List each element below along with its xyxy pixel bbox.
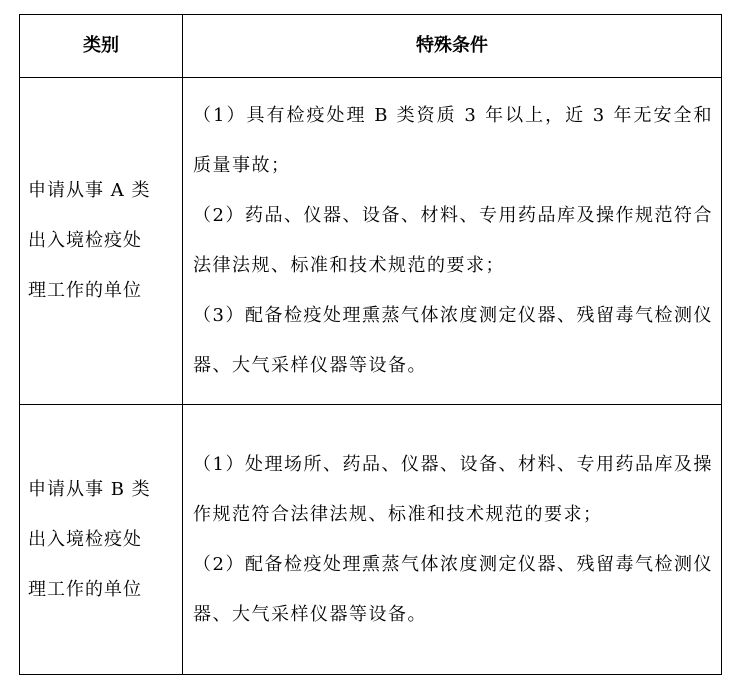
category-line: 申请从事 A 类: [28, 180, 151, 201]
category-cell: [20, 405, 183, 675]
condition-item: （1）处理场所、药品、仪器、设备、材料、专用药品库及操作规范符合法律法规、标准和技术规范的要求；: [193, 453, 713, 525]
conditions-cell: [183, 405, 722, 675]
category-line: 理工作的单位: [28, 578, 142, 600]
condition-item: （2）药品、仪器、设备、材料、专用药品库及操作规范符合法律法规、标准和技术规范的要求；: [193, 205, 713, 276]
conditions-table: [19, 14, 722, 675]
category-line: 出入境检疫处: [28, 230, 142, 251]
condition-item: （2）配备检疫处理熏蒸气体浓度测定仪器、残留毒气检测仪器、大气采样仪器等设备。: [193, 553, 713, 625]
category-line: 申请从事 B 类: [28, 478, 151, 500]
conditions-cell: [183, 78, 722, 405]
category-line: 出入境检疫处: [28, 528, 142, 550]
category-cell: [20, 78, 183, 405]
header-conditions: 特殊条件: [183, 15, 722, 78]
table-row: [20, 78, 722, 405]
table-row: [20, 405, 722, 675]
header-category: 类别: [20, 15, 183, 78]
table-header-row: [20, 15, 722, 78]
category-line: 理工作的单位: [28, 280, 142, 301]
condition-item: （3）配备检疫处理熏蒸气体浓度测定仪器、残留毒气检测仪器、大气采样仪器等设备。: [193, 305, 713, 376]
condition-item: （1）具有检疫处理 B 类资质 3 年以上，近 3 年无安全和质量事故；: [193, 105, 713, 176]
